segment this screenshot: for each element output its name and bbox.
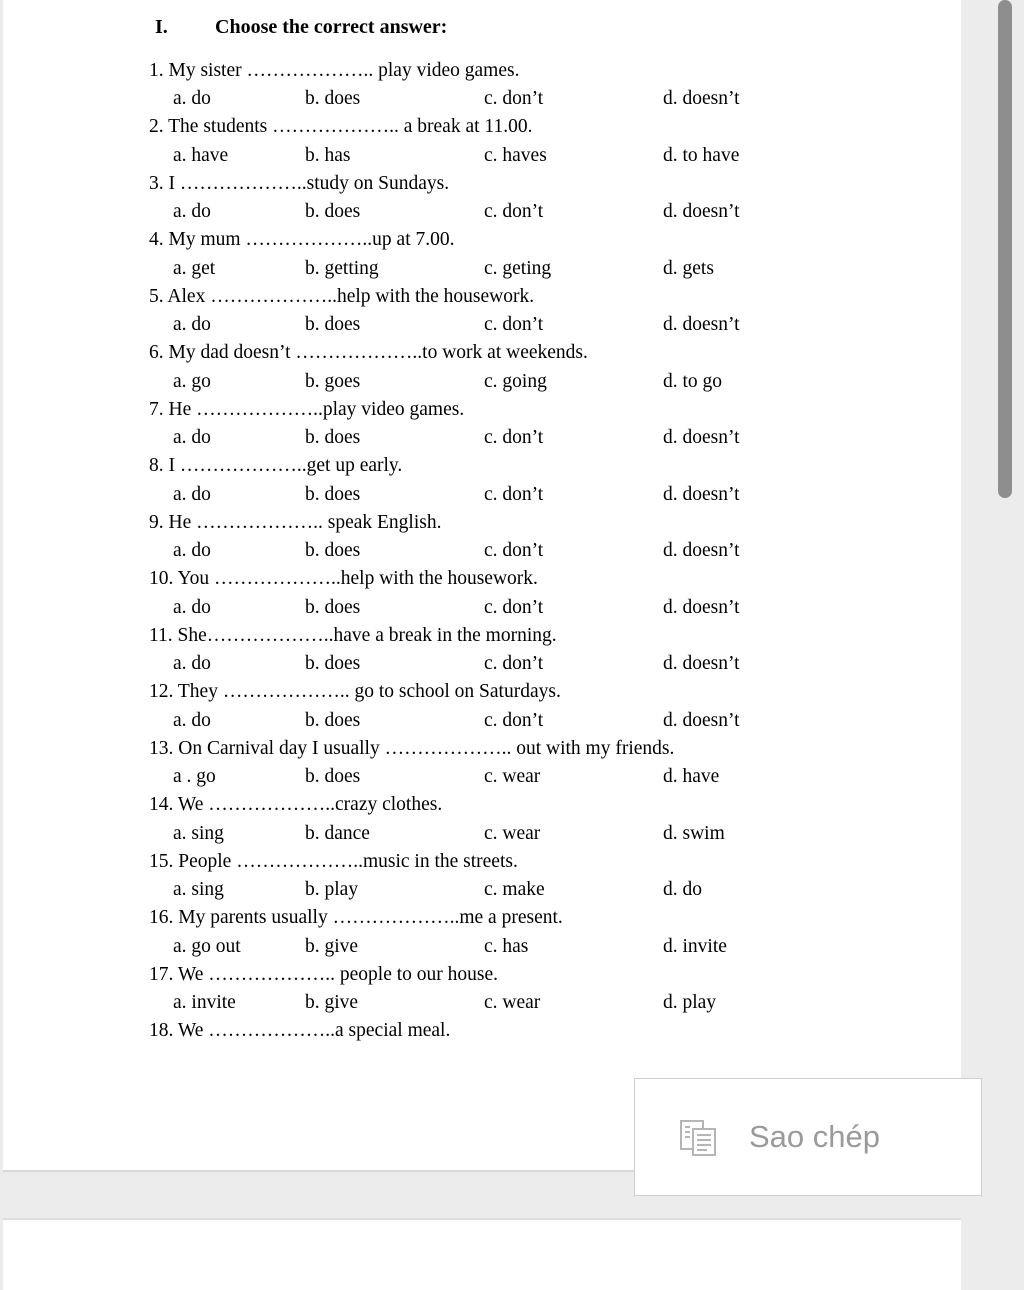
option-c: c. wear (484, 992, 541, 1013)
option-c: c. don’t (484, 596, 544, 618)
option-a: a. do (173, 88, 211, 109)
option-c: c. make (484, 879, 545, 900)
question-stem: 11. She………………..have a break in the morning. (149, 624, 557, 646)
option-a: a. do (173, 709, 211, 731)
option-a: a. sing (173, 822, 224, 844)
option-c: c. don’t (484, 88, 544, 109)
option-d: d. doesn’t (663, 653, 740, 674)
option-b: b. does (305, 314, 361, 335)
option-d: d. doesn’t (663, 709, 740, 731)
option-a: a. do (173, 201, 211, 222)
option-d: d. doesn’t (663, 88, 740, 109)
question-stem: 3. I ………………..study on Sundays. (149, 172, 450, 194)
question-list (3, 57, 961, 1074)
option-b: b. does (305, 483, 361, 505)
question-stem: 10. You ………………..help with the housework. (149, 568, 538, 589)
document-page (3, 0, 961, 1170)
option-b: b. give (305, 935, 359, 957)
option-a: a. go out (173, 935, 241, 957)
option-c: c. haves (484, 144, 547, 166)
option-a: a. go (173, 370, 211, 392)
option-a: a. do (173, 540, 211, 561)
question-stem: 8. I ………………..get up early. (149, 455, 403, 476)
option-d: d. doesn’t (663, 314, 740, 335)
option-b: b. does (305, 88, 361, 109)
copy-icon (679, 1119, 719, 1157)
option-b: b. does (305, 201, 361, 222)
question-item (3, 791, 961, 848)
option-d: d. invite (663, 935, 727, 957)
option-c: c. don’t (484, 483, 544, 505)
option-b: b. does (305, 709, 361, 731)
option-a: a. invite (173, 992, 236, 1013)
question-item (3, 1017, 961, 1074)
question-item (3, 848, 961, 905)
option-b: b. dance (305, 822, 370, 844)
question-stem: 5. Alex ………………..help with the housework. (149, 285, 535, 307)
option-d: d. doesn’t (663, 540, 740, 561)
question-item (3, 170, 961, 227)
question-item (3, 622, 961, 679)
option-c: c. wear (484, 822, 541, 844)
option-c: c. don’t (484, 709, 544, 731)
question-stem: 14. We ………………..crazy clothes. (149, 794, 443, 815)
option-c: c. geting (484, 257, 552, 279)
question-stem: 7. He ………………..play video games. (149, 398, 465, 420)
question-item (3, 452, 961, 509)
section-number: I. (155, 16, 168, 38)
option-c: c. don’t (484, 314, 544, 335)
option-d: d. do (663, 879, 702, 900)
question-item (3, 735, 961, 792)
option-a: a. do (173, 427, 211, 448)
option-d: d. gets (663, 257, 714, 279)
question-stem: 16. My parents usually ………………..me a present. (149, 907, 563, 928)
option-c: c. wear (484, 766, 541, 787)
option-d: d. doesn’t (663, 483, 740, 505)
option-a: a . go (173, 766, 216, 787)
question-item (3, 226, 961, 283)
question-stem: 15. People ………………..music in the streets. (149, 850, 518, 872)
question-item (3, 283, 961, 340)
question-stem: 13. On Carnival day I usually ……………….. out with my friends. (149, 737, 675, 759)
question-item (3, 961, 961, 1018)
copy-button-label: Sao chép (749, 1119, 880, 1154)
option-d: d. have (663, 766, 720, 787)
question-item (3, 509, 961, 566)
question-stem: 4. My mum ………………..up at 7.00. (149, 229, 455, 250)
option-b: b. give (305, 992, 359, 1013)
option-a: a. do (173, 653, 211, 674)
question-item (3, 113, 961, 170)
option-a: a. sing (173, 879, 224, 900)
question-item (3, 678, 961, 735)
option-b: b. does (305, 596, 361, 618)
question-stem: 2. The students ……………….. a break at 11.00. (149, 116, 533, 137)
option-b: b. goes (305, 370, 361, 392)
section-title: Choose the correct answer: (215, 16, 448, 38)
option-b: b. does (305, 427, 361, 448)
option-b: b. does (305, 766, 361, 787)
question-item (3, 339, 961, 396)
scrollbar-thumb[interactable] (998, 0, 1012, 498)
option-a: a. get (173, 257, 216, 279)
option-c: c. don’t (484, 201, 544, 222)
option-c: c. has (484, 935, 529, 957)
option-b: b. does (305, 540, 361, 561)
option-b: b. does (305, 653, 361, 674)
option-a: a. do (173, 596, 211, 618)
question-stem: 18. We ………………..a special meal. (149, 1020, 451, 1041)
question-item (3, 904, 961, 961)
question-stem: 17. We ……………….. people to our house. (149, 963, 499, 985)
option-a: a. do (173, 314, 211, 335)
question-stem: 6. My dad doesn’t ………………..to work at weekends. (149, 342, 588, 363)
question-item (3, 57, 961, 114)
option-c: c. going (484, 370, 547, 392)
option-d: d. doesn’t (663, 596, 740, 618)
option-b: b. play (305, 879, 359, 900)
option-c: c. don’t (484, 653, 544, 674)
option-c: c. don’t (484, 540, 544, 561)
option-d: d. play (663, 992, 717, 1013)
option-b: b. has (305, 144, 351, 166)
option-d: d. doesn’t (663, 427, 740, 448)
question-item (3, 565, 961, 622)
option-a: a. do (173, 483, 211, 505)
option-d: d. to go (663, 370, 723, 392)
option-d: d. to have (663, 144, 740, 166)
question-stem: 1. My sister ……………….. play video games. (149, 59, 520, 81)
option-c: c. don’t (484, 427, 544, 448)
option-d: d. swim (663, 822, 725, 844)
next-page (3, 1218, 961, 1290)
question-stem: 12. They ……………….. go to school on Saturdays. (149, 681, 561, 702)
question-item (3, 396, 961, 453)
option-d: d. doesn’t (663, 201, 740, 222)
question-stem: 9. He ……………….. speak English. (149, 511, 442, 533)
copy-button[interactable] (634, 1078, 982, 1196)
option-b: b. getting (305, 257, 379, 279)
option-a: a. have (173, 144, 229, 166)
